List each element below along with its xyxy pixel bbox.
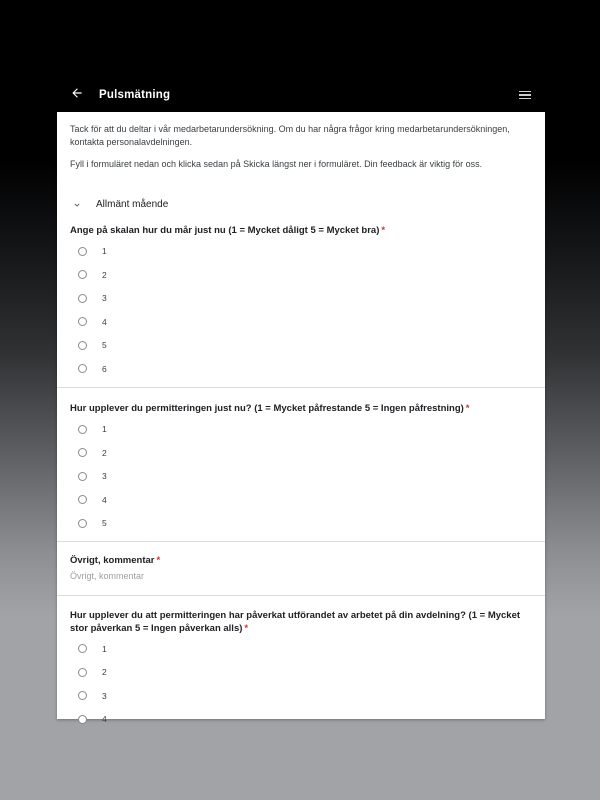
section-header[interactable] [70,198,532,212]
required-asterisk: * [465,402,470,414]
comment-input[interactable] [70,569,390,583]
radio-button-icon[interactable] [78,448,87,457]
radio-button-icon[interactable] [78,715,87,724]
radio-button-icon[interactable] [78,668,87,677]
radio-option[interactable] [70,637,532,661]
radio-button-icon[interactable] [78,247,87,256]
hamburger-icon [519,91,533,100]
radio-group [70,240,532,381]
radio-button-icon[interactable] [78,317,87,326]
option-label: 5 [102,518,107,529]
radio-button-icon[interactable] [78,425,87,434]
radio-button-icon[interactable] [78,294,87,303]
radio-button-icon[interactable] [78,364,87,373]
option-label: 5 [102,340,107,351]
radio-option[interactable] [70,357,532,381]
question-block [70,402,532,536]
divider [57,541,545,542]
radio-button-icon[interactable] [78,495,87,504]
question-block [70,224,532,381]
option-label: 3 [102,690,107,701]
option-label: 4 [102,316,107,327]
option-label: 2 [102,269,107,280]
question-block [70,554,532,583]
radio-option[interactable] [70,418,532,442]
menu-button[interactable] [519,89,533,101]
option-label: 2 [102,447,107,458]
radio-option[interactable] [70,708,532,732]
chevron-down-icon [72,200,82,210]
radio-option[interactable] [70,263,532,287]
radio-button-icon[interactable] [78,341,87,350]
option-label: 4 [102,494,107,505]
radio-option[interactable] [70,512,532,536]
radio-option[interactable] [70,240,532,264]
radio-option[interactable] [70,465,532,489]
option-label: 1 [102,643,107,654]
required-asterisk: * [156,555,161,566]
question-block [70,609,532,731]
option-label: 1 [102,246,107,257]
form-intro-paragraph: Fyll i formuläret nedan och klicka sedan på Skicka längst ner i formuläret. Din feedback är viktig för oss. [70,159,483,169]
required-asterisk: * [381,224,386,236]
option-label: 3 [102,471,107,482]
divider [57,387,545,388]
question-label: Ange på skalan hur du mår just nu (1 = Mycket dåligt 5 = Mycket bra) * [70,224,386,236]
option-label: 2 [102,667,107,678]
radio-button-icon[interactable] [78,644,87,653]
radio-button-icon[interactable] [78,270,87,279]
section-title: Allmänt mående [96,199,169,210]
radio-button-icon[interactable] [78,472,87,481]
page-title: Pulsmätning [99,89,171,101]
radio-option[interactable] [70,488,532,512]
option-label: 4 [102,714,107,725]
radio-button-icon[interactable] [78,519,87,528]
radio-button-icon[interactable] [78,691,87,700]
question-label: Hur upplever du permitteringen just nu? (1 = Mycket påfrestande 5 = Ingen påfrestning) * [70,402,470,414]
app-bar [57,80,545,110]
radio-option[interactable] [70,441,532,465]
radio-option[interactable] [70,661,532,685]
required-asterisk: * [244,623,249,634]
radio-group [70,637,532,731]
radio-group [70,418,532,536]
question-label: Hur upplever du att permitteringen har påverkat utförandet av arbetet på din avdelning? (1 = Mycket stor påverkan 5 = Ingen påverkan alls) * [70,610,521,634]
radio-option[interactable] [70,684,532,708]
radio-option[interactable] [70,287,532,311]
divider [57,595,545,596]
option-label: 3 [102,293,107,304]
back-arrow-icon [70,86,84,105]
form-card [57,112,545,725]
radio-option[interactable] [70,334,532,358]
option-label: 1 [102,424,107,435]
form-intro-paragraph: Tack för att du deltar i vår medarbetarundersökning. Om du har några frågor kring medarbetarundersökningen, kontakta personalavdelningen. [70,124,510,147]
back-button[interactable] [69,87,85,103]
question-label: Övrigt, kommentar * [70,555,161,566]
radio-option[interactable] [70,310,532,334]
option-label: 6 [102,363,107,374]
